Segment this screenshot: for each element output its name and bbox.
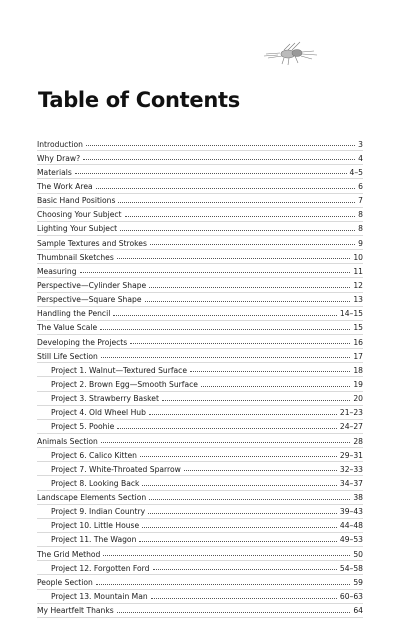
toc-entry (37, 590, 363, 604)
dot-leader (117, 612, 351, 613)
dot-leader (80, 272, 351, 273)
toc-entry-page: 24–27 (339, 422, 363, 432)
toc-entry (37, 505, 363, 519)
toc-entry-page: 13 (353, 295, 363, 305)
toc-entry (37, 335, 363, 349)
toc-entry (37, 165, 363, 179)
dot-leader (140, 456, 337, 457)
dot-leader (86, 145, 355, 146)
toc-entry-page: 9 (358, 238, 363, 248)
toc-entry-title: Project 7. White-Throated Sparrow (51, 464, 181, 474)
toc-entry (37, 476, 363, 490)
dot-leader (162, 400, 350, 401)
toc-entry-page: 28 (353, 436, 363, 446)
toc-entry-title: The Value Scale (37, 323, 98, 333)
toc-entry-title: Project 13. Mountain Man (51, 592, 148, 602)
toc-entry-title: Choosing Your Subject (37, 210, 122, 220)
toc-entry (37, 561, 363, 575)
toc-entry (37, 491, 363, 505)
toc-entry-title: Handling the Pencil (37, 309, 111, 319)
toc-entry (37, 420, 363, 434)
toc-entry (37, 434, 363, 448)
toc-entry (37, 194, 363, 208)
dot-leader (130, 343, 350, 344)
toc-entry (37, 533, 363, 547)
toc-entry-page: 38 (353, 493, 363, 503)
toc-entry (37, 151, 363, 165)
dot-leader (125, 216, 356, 217)
toc-entry (37, 377, 363, 391)
toc-entry-page: 4 (358, 153, 363, 163)
toc-entry-page: 49–53 (339, 535, 363, 545)
toc-entry (37, 208, 363, 222)
toc-entry (37, 137, 363, 151)
dot-leader (75, 173, 347, 174)
toc-entry-title: Thumbnail Sketches (37, 252, 114, 262)
toc-entry-title: Landscape Elements Section (37, 493, 147, 503)
toc-entry (37, 250, 363, 264)
toc-entry-page: 34–37 (339, 478, 363, 488)
dot-leader (149, 414, 337, 415)
toc-entry (37, 264, 363, 278)
toc-entry-title: Developing the Projects (37, 337, 128, 347)
dot-leader (145, 301, 351, 302)
toc-entry-title: Perspective—Square Shape (37, 295, 142, 305)
toc-entry-title: Animals Section (37, 436, 98, 446)
toc-entry-page: 15 (353, 323, 363, 333)
toc-entry-page: 20 (353, 394, 363, 404)
dot-leader (184, 470, 337, 471)
toc-entry-page: 17 (353, 351, 363, 361)
toc-entry-title: Sample Textures and Strokes (37, 238, 147, 248)
toc-entry (37, 519, 363, 533)
toc-entry (37, 236, 363, 250)
toc-entry-title: Introduction (37, 139, 83, 149)
toc-entry (37, 179, 363, 193)
toc-entry-page: 29–31 (339, 450, 363, 460)
dot-leader (151, 598, 337, 599)
dot-leader (83, 159, 355, 160)
toc-entry-title: Project 4. Old Wheel Hub (51, 408, 146, 418)
toc-entry-title: Project 8. Looking Back (51, 478, 140, 488)
dot-leader (113, 315, 337, 316)
toc-entry-title: Project 12. Forgotten Ford (51, 563, 150, 573)
table-of-contents (37, 137, 363, 618)
toc-entry-page: 8 (358, 224, 363, 234)
toc-entry-page: 4–5 (349, 167, 363, 177)
toc-entry-title: Project 9. Indian Country (51, 507, 146, 517)
toc-entry (37, 321, 363, 335)
toc-entry-page: 59 (353, 577, 363, 587)
toc-entry-page: 32–33 (339, 464, 363, 474)
dot-leader (148, 513, 337, 514)
toc-entry (37, 349, 363, 363)
toc-entry-title: Perspective—Cylinder Shape (37, 280, 147, 290)
toc-entry-page: 12 (353, 280, 363, 290)
toc-entry-page: 3 (358, 139, 363, 149)
toc-entry-page: 54–58 (339, 563, 363, 573)
toc-entry-page: 18 (353, 365, 363, 375)
toc-entry (37, 406, 363, 420)
toc-entry-page: 64 (353, 606, 363, 616)
dot-leader (142, 527, 337, 528)
toc-entry-title: Project 10. Little House (51, 521, 140, 531)
toc-entry (37, 363, 363, 377)
dot-leader (142, 485, 336, 486)
toc-entry-title: Why Draw? (37, 153, 81, 163)
toc-entry-page: 44–48 (339, 521, 363, 531)
toc-entry-page: 14–15 (339, 309, 363, 319)
toc-entry-title: Project 5. Poohie (51, 422, 115, 432)
toc-entry-page: 6 (358, 181, 363, 191)
toc-entry-page: 7 (358, 196, 363, 206)
dot-leader (96, 584, 350, 585)
toc-entry-page: 21–23 (339, 408, 363, 418)
toc-entry-title: The Work Area (37, 181, 93, 191)
toc-entry (37, 293, 363, 307)
toc-entry-page: 8 (358, 210, 363, 220)
dot-leader (120, 230, 355, 231)
toc-entry-page: 11 (353, 266, 363, 276)
toc-entry-title: Basic Hand Positions (37, 196, 116, 206)
toc-entry-title: Lighting Your Subject (37, 224, 118, 234)
toc-entry (37, 575, 363, 589)
dot-leader (100, 329, 350, 330)
toc-entry-title: Project 3. Strawberry Basket (51, 394, 159, 404)
toc-entry-page: 50 (353, 549, 363, 559)
toc-entry-page: 60–63 (339, 592, 363, 602)
toc-entry (37, 604, 363, 618)
toc-entry (37, 392, 363, 406)
dot-leader (201, 386, 350, 387)
dot-leader (153, 569, 337, 570)
dot-leader (103, 555, 350, 556)
dot-leader (150, 244, 355, 245)
toc-entry (37, 222, 363, 236)
toc-entry (37, 278, 363, 292)
toc-entry-title: People Section (37, 577, 93, 587)
page-title: Table of Contents (38, 88, 240, 112)
toc-entry (37, 547, 363, 561)
insect-sketch-illustration (262, 40, 322, 70)
toc-entry-title: Project 6. Calico Kitten (51, 450, 137, 460)
toc-entry-page: 16 (353, 337, 363, 347)
toc-entry-title: Project 11. The Wagon (51, 535, 137, 545)
toc-entry (37, 462, 363, 476)
dot-leader (139, 541, 336, 542)
dot-leader (190, 371, 350, 372)
dot-leader (149, 499, 350, 500)
dot-leader (149, 287, 350, 288)
toc-entry-title: Project 1. Walnut—Textured Surface (51, 365, 187, 375)
dot-leader (101, 357, 350, 358)
toc-entry-title: Materials (37, 167, 72, 177)
toc-entry-page: 19 (353, 379, 363, 389)
toc-entry-page: 10 (353, 252, 363, 262)
toc-entry-title: The Grid Method (37, 549, 101, 559)
toc-entry-title: Project 2. Brown Egg—Smooth Surface (51, 379, 198, 389)
dot-leader (117, 258, 351, 259)
toc-entry (37, 307, 363, 321)
toc-entry (37, 448, 363, 462)
toc-entry-title: Still Life Section (37, 351, 98, 361)
dot-leader (117, 428, 337, 429)
toc-entry-title: Measuring (37, 266, 77, 276)
dot-leader (101, 442, 350, 443)
dot-leader (118, 202, 355, 203)
toc-entry-title: My Heartfelt Thanks (37, 606, 114, 616)
toc-entry-page: 39–43 (339, 507, 363, 517)
dot-leader (96, 188, 356, 189)
